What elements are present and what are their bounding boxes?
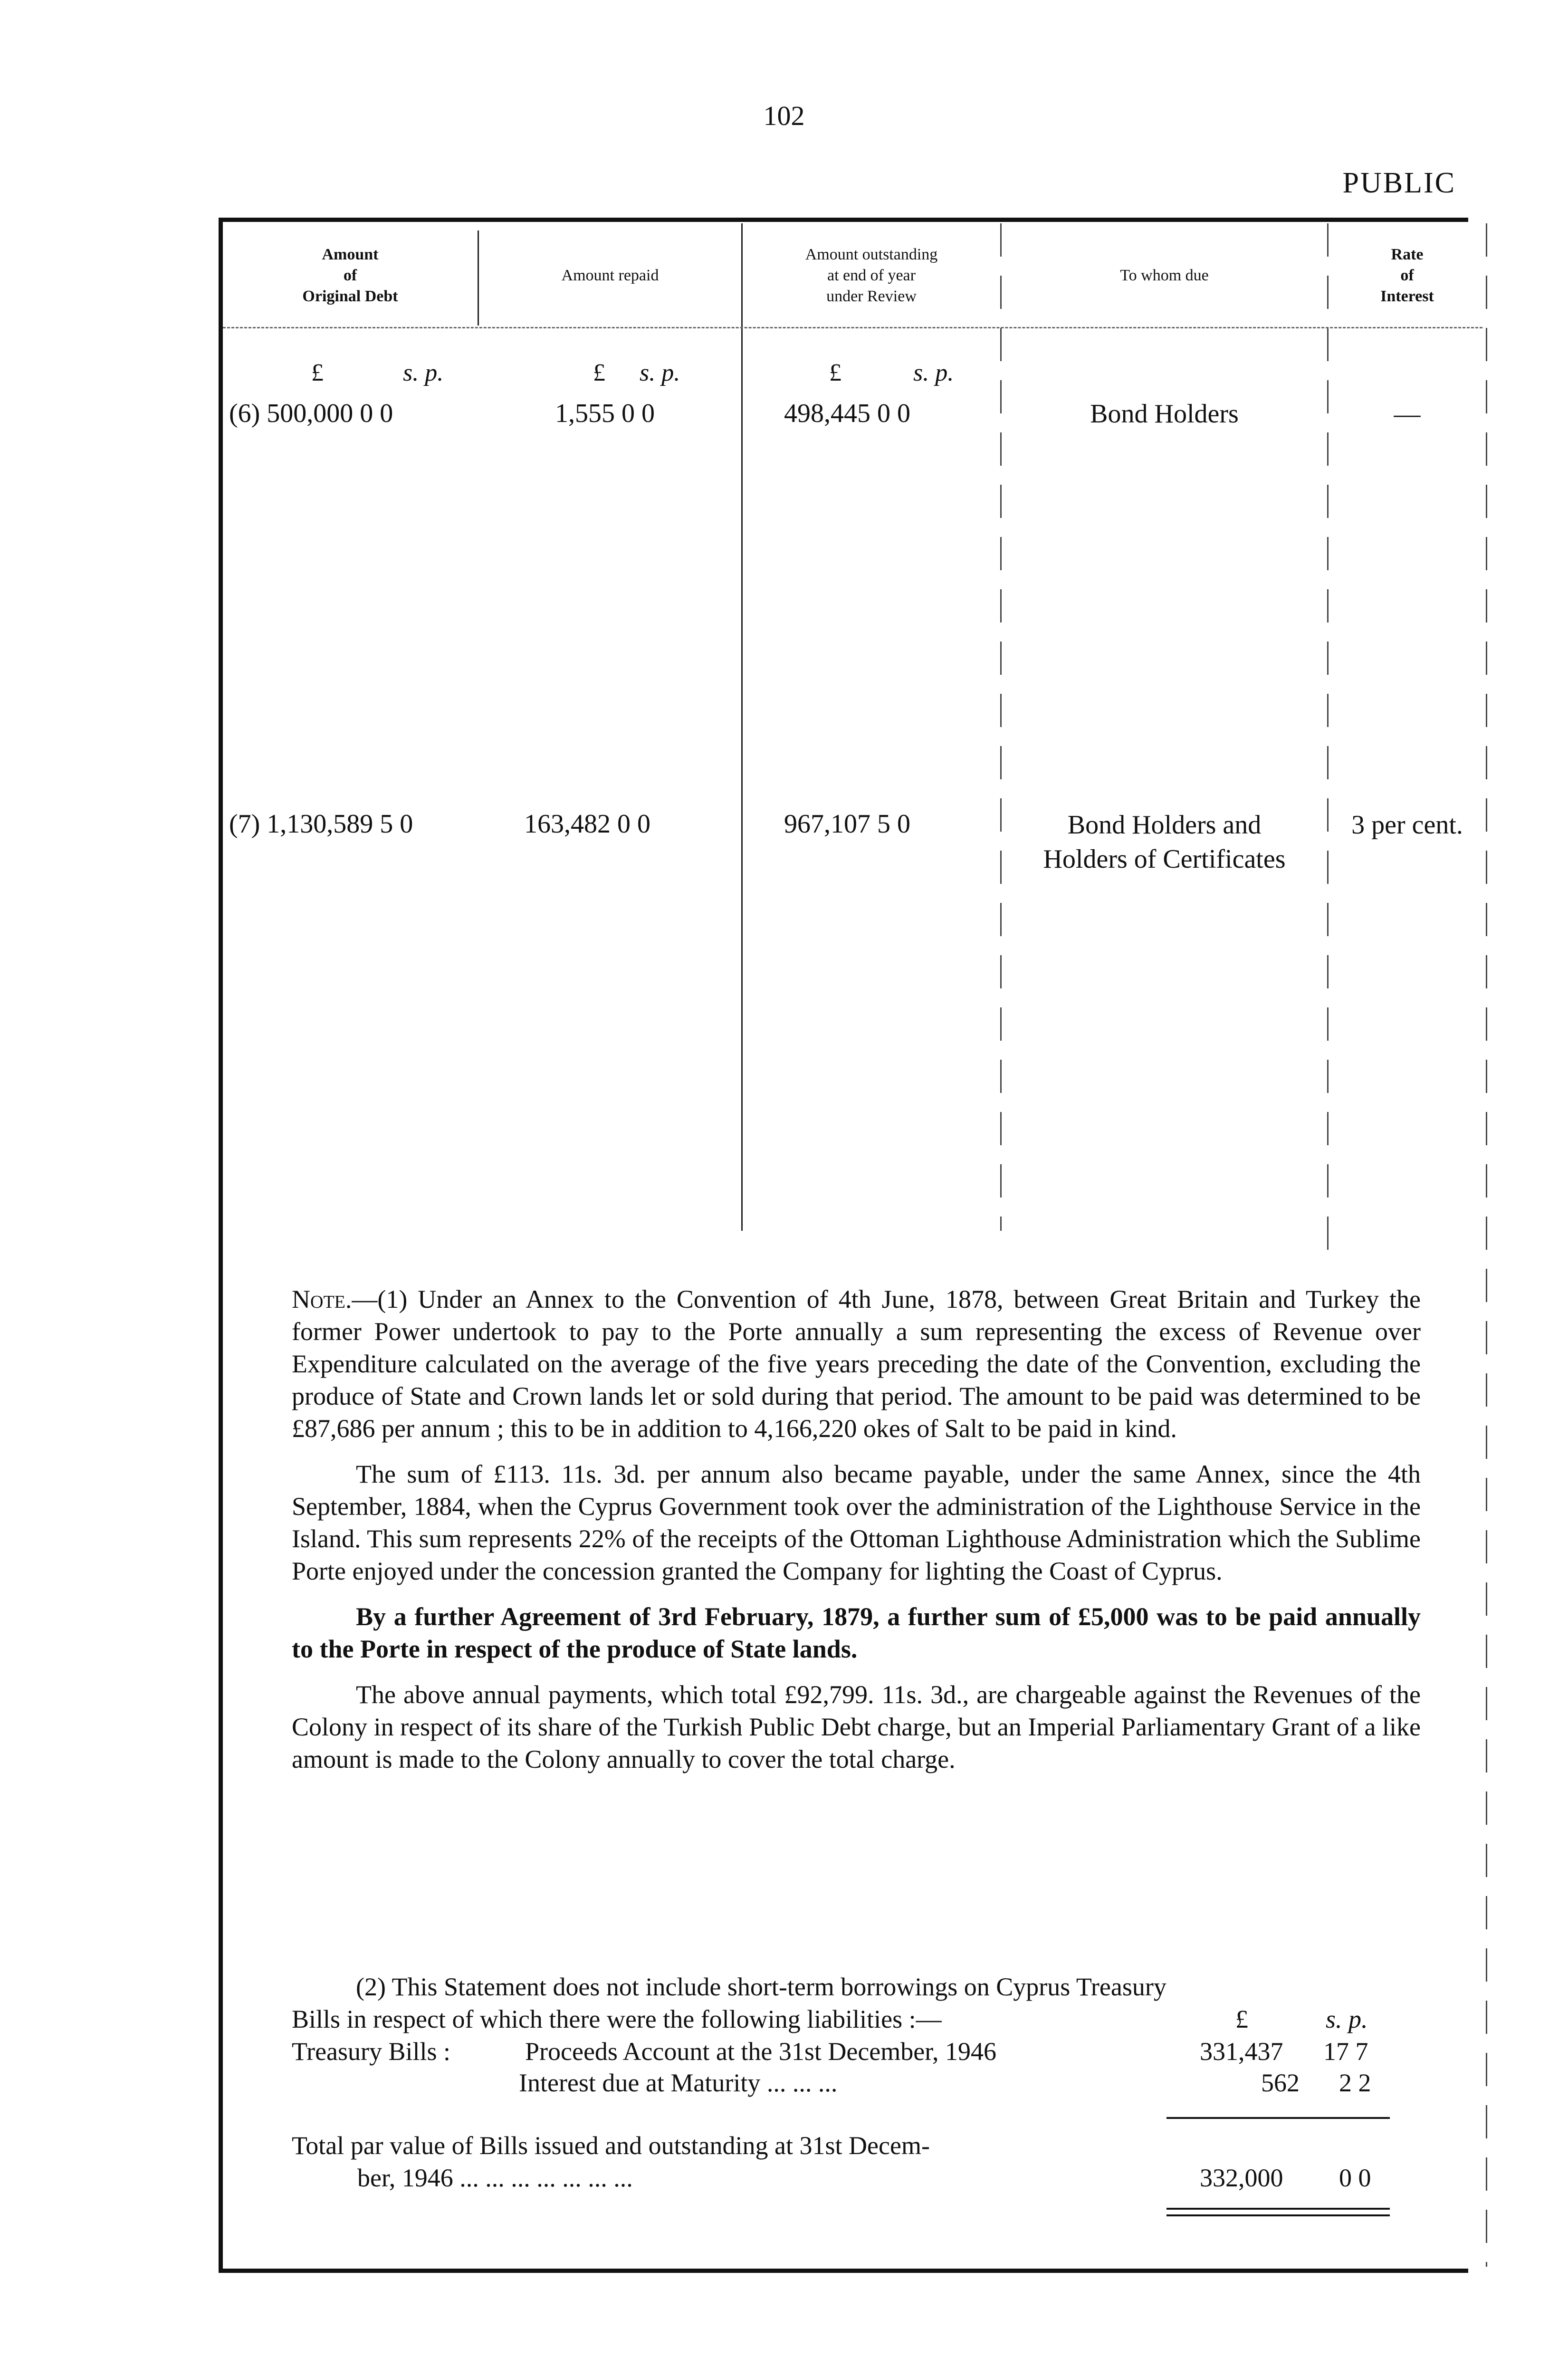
row6-to-whom-due: Bond Holders [1090, 399, 1239, 429]
header-rate-of-interest: Rate of Interest [1380, 246, 1434, 305]
notes-section [292, 1283, 1421, 1789]
note-1-paragraph-4: The above annual payments, which total £92,799. 11s. 3d., are chargeable against the Revenues of the Colony in respect of its share of the Turkish Public Debt charge, but an Imperial Parliamentary Grant of a like amount is made to the Colony annually to cover the total charge. [292, 1680, 1421, 1773]
column-divider [1486, 223, 1487, 2267]
unit-pound: £ [311, 359, 324, 386]
total-par-value: Total par value of Bills issued and outstanding at 31st Decem- [292, 2131, 930, 2160]
double-rule-bottom [1166, 2214, 1390, 2216]
row7-amount-outstanding: 967,107 5 0 [784, 809, 910, 839]
note-2-intro-cont: Bills in respect of which there were the following liabilities :— [292, 2005, 942, 2033]
total-par-value-cont: ber, 1946 ... ... ... ... ... ... ... [357, 2164, 633, 2192]
unit-sp: s. p. [640, 359, 680, 386]
row6-rate: — [1394, 399, 1421, 429]
note-2-intro: (2) This Statement does not include short-term borrowings on Cyprus Treasury [356, 1973, 1166, 2001]
treasury-bills-interest-amount: 562 [1261, 2069, 1300, 2097]
unit-pound: £ [593, 359, 605, 386]
unit-pound: £ [829, 359, 841, 386]
column-divider [741, 223, 743, 1231]
page-number: 102 [763, 100, 805, 131]
header-amount-outstanding: Amount outstanding at end of year under Review [805, 246, 938, 305]
left-border [219, 218, 223, 2273]
unit-sp: s. p. [403, 359, 444, 386]
row7-amount-repaid: 163,482 0 0 [524, 809, 650, 839]
note-label: Note. [292, 1285, 352, 1313]
treasury-bills-proceeds-amount: 331,437 [1200, 2037, 1283, 2066]
row6-amount-outstanding: 498,445 0 0 [784, 399, 910, 428]
total-amount: 332,000 [1200, 2164, 1283, 2192]
note-1-paragraph-1: Note.—(1) Under an Annex to the Convention of 4th June, 1878, between Great Britain and Turkey the former Power undertook to pay to the Porte annually a sum representing the excess of Revenue over Expenditure calculated on the average of the five years preceding the date of the Convention, excluding the produce of State and Crown lands let or sold during that period. The amount to be paid was determined to be £87,686 per annum ; this to be in addition to 4,166,220 okes of Salt to be paid in kind. [292, 1285, 1421, 1443]
top-rule [219, 218, 1468, 222]
treasury-bills-label: Treasury Bills : [292, 2037, 451, 2066]
treasury-bills-proceeds: Proceeds Account at the 31st December, 1946 [525, 2037, 997, 2066]
header-amount-repaid: Amount repaid [561, 267, 659, 284]
header-rule [223, 327, 1482, 328]
total-sp: 0 0 [1339, 2164, 1371, 2192]
sum-rule [1166, 2117, 1390, 2119]
header-original-debt: Amount of Original Debt [302, 246, 398, 305]
note-1-paragraph-2: The sum of £113. 11s. 3d. per annum also became payable, under the same Annex, since the 4th September, 1884, when the Cyprus Government took over the administration of the Lighthouse Service in the Island. This sum represents 22% of the receipts of the Ottoman Lighthouse Administration which the Sublime Porte enjoyed under the concession granted the Company for lighting the Coast of Cyprus. [292, 1460, 1421, 1585]
treasury-bills-interest: Interest due at Maturity ... ... ... [519, 2069, 838, 2097]
bottom-rule [219, 2269, 1468, 2273]
row7-rate: 3 per cent. [1351, 810, 1463, 840]
treasury-bills-proceeds-sp: 17 7 [1323, 2037, 1368, 2066]
row6-amount-repaid: 1,555 0 0 [555, 399, 655, 428]
double-rule-top [1166, 2208, 1390, 2210]
note-1-paragraph-3: By a further Agreement of 3rd February, 1879, a further sum of £5,000 was to be paid annually to the Porte in respect of the produce of State lands. [292, 1602, 1421, 1663]
note-2-unit-sp: s. p. [1326, 2005, 1368, 2033]
treasury-bills-interest-sp: 2 2 [1339, 2069, 1371, 2097]
header-to-whom-due: To whom due [1120, 267, 1209, 284]
column-divider [1000, 223, 1002, 1231]
unit-sp: s. p. [913, 359, 954, 386]
column-divider [1327, 223, 1329, 1259]
running-head: PUBLIC [1342, 167, 1456, 199]
note-2-unit-pound: £ [1235, 2005, 1248, 2033]
row7-to-whom-due: Bond Holders and Holders of Certificates [1043, 810, 1286, 874]
row6-original-debt: (6) 500,000 0 0 [229, 399, 393, 428]
row7-original-debt: (7) 1,130,589 5 0 [229, 809, 413, 839]
